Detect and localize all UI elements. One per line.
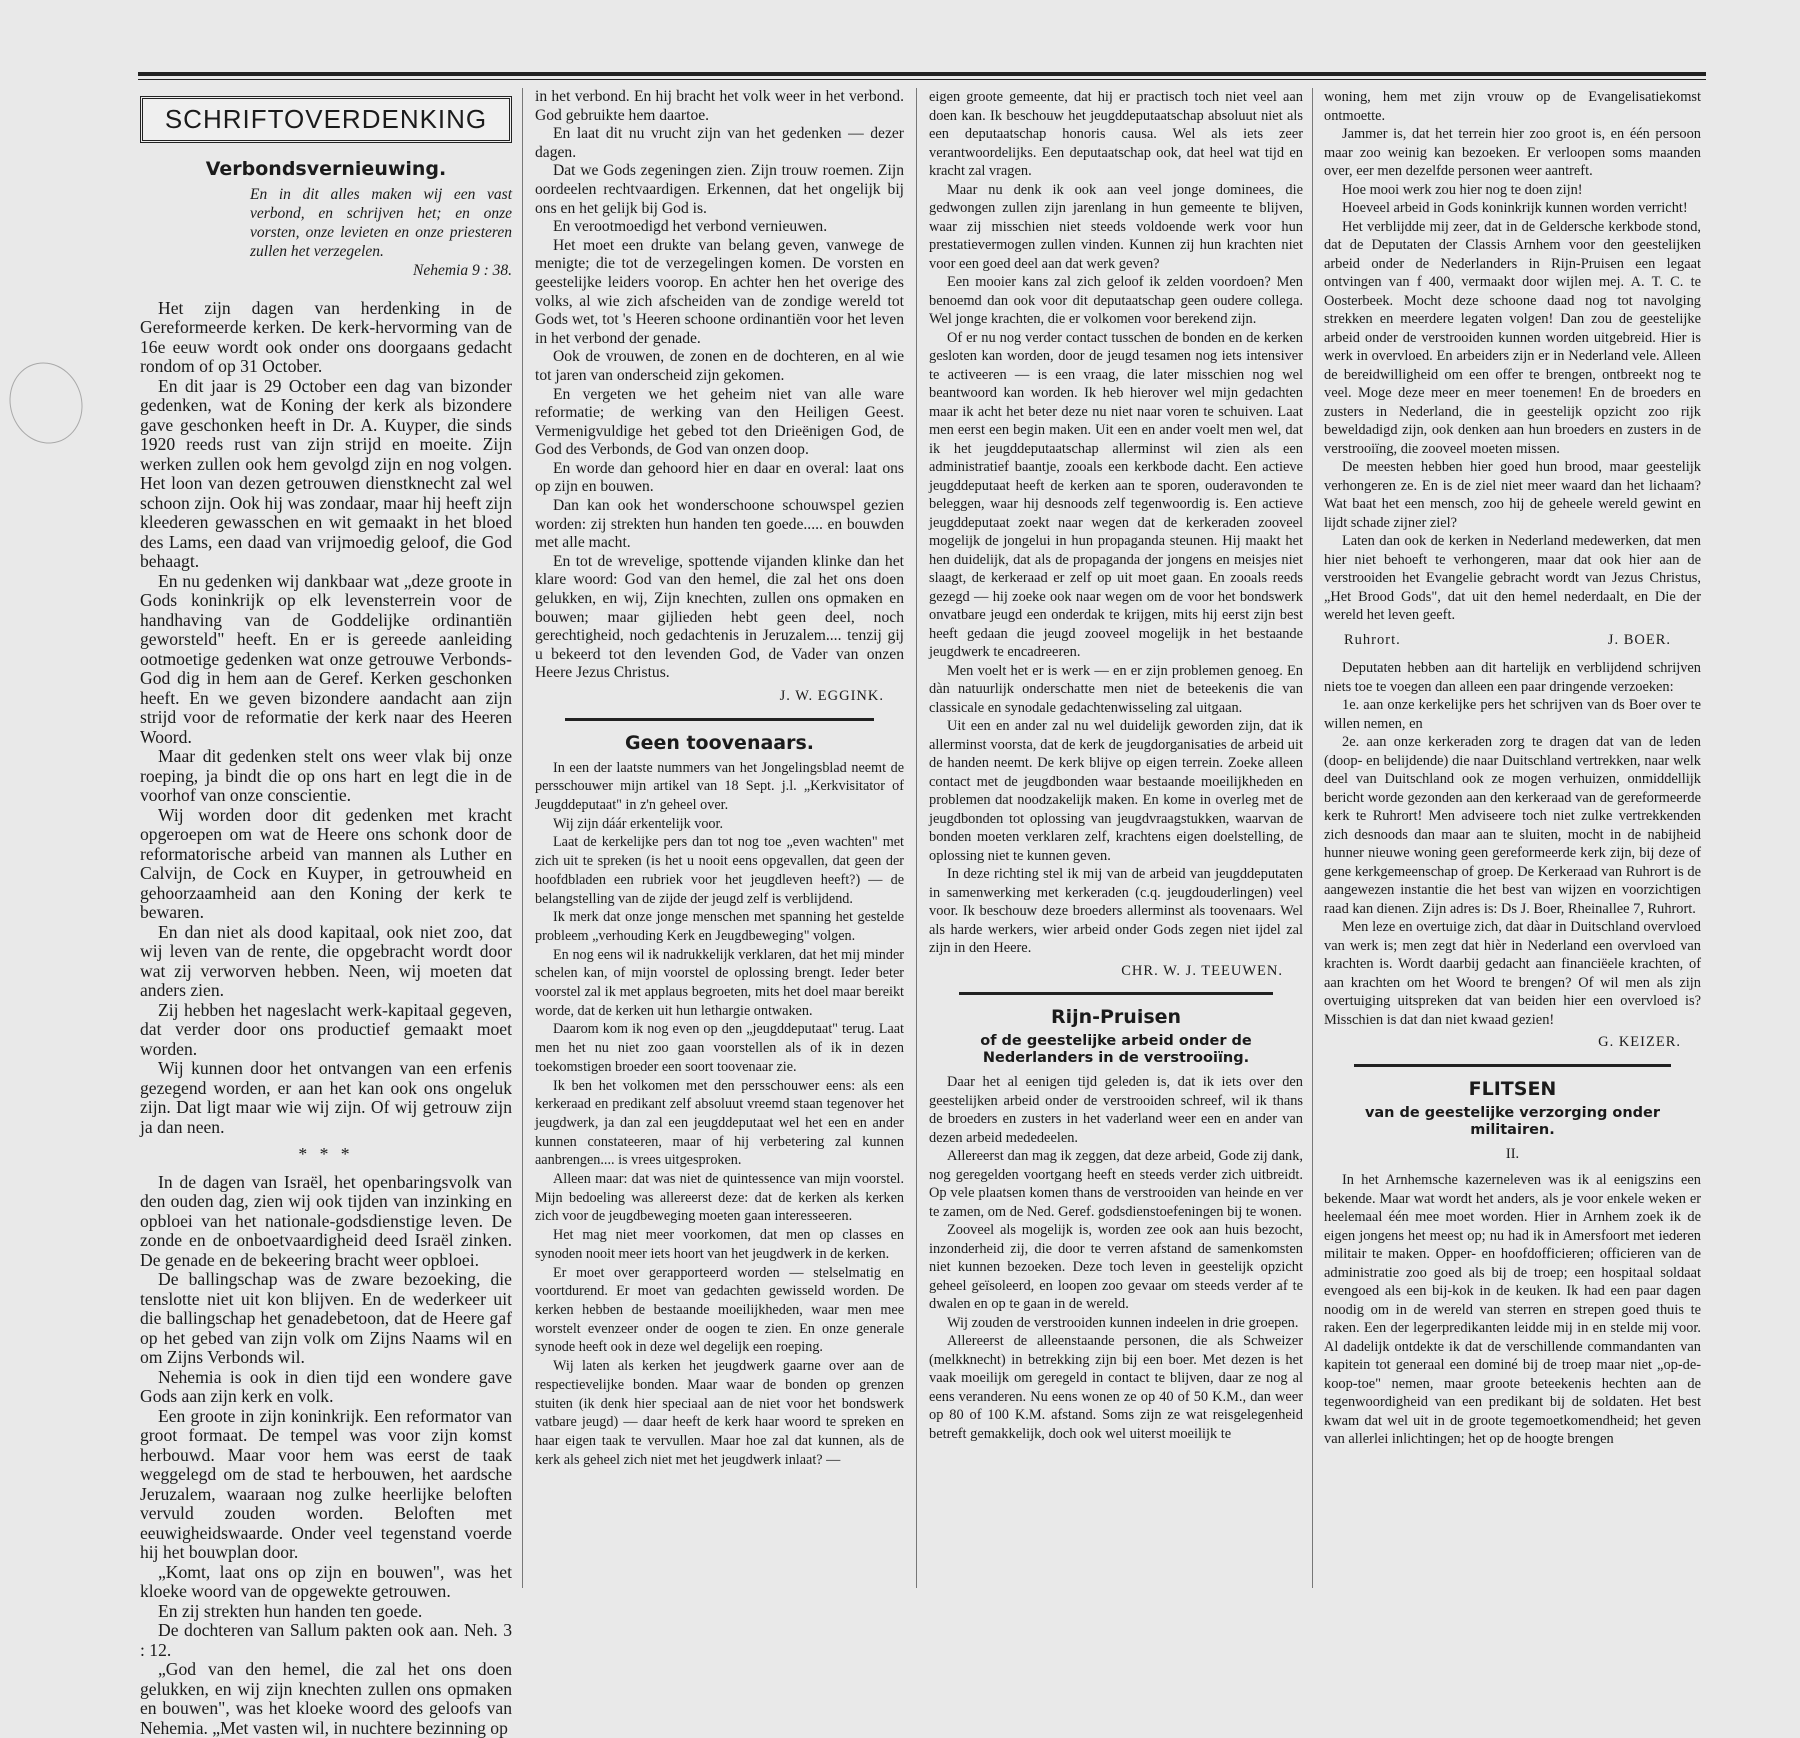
paragraph: In de dagen van Israël, het openbaringsvolk van den ouden dag, zien wij ook tijden van inzinking en opbloei van het nationale-godsdienstige leven. De zonde en de onboetvaardigheid deed Israël zinken. De genade en de bekeering bracht weer opbloei. — [140, 1173, 512, 1271]
article-headline: Geen toovenaars. — [535, 731, 904, 755]
paragraph: Wij laten als kerken het jeugdwerk gaarne over aan de respectievelijke bonden. Maar waar de bonden op grenzen stuiten (ik denk hier speciaal aan de niet voor het bondswerk vatbare jeugd) — daar heeft de kerk haar woord te spreken en haar eigen taak te vervullen. Maar hoe zal dat kunnen, als de kerk als geheel zich niet met het jeugdwerk inlaat? — — [535, 1357, 904, 1469]
paragraph: De dochteren van Sallum pakten ook aan. Neh. 3 : 12. — [140, 1621, 512, 1660]
top-rule-thin — [138, 79, 1706, 80]
paragraph: Een mooier kans zal zich geloof ik zelden voordoen? Men benoemd dan ook voor dit deputaatschap geen oudere collega. Wel jonge krachten, die er volkomen voor berekend zijn. — [929, 273, 1303, 329]
paragraph: En nog eens wil ik nadrukkelijk verklaren, dat het mij minder schelen kan, of mijn voorstel de oplossing brengt. Ieder beter voorstel zal ik met applaus begroeten, mits het doel maar bereikt worde, dat de kerken uit hun lethargie ontwaken. — [535, 946, 904, 1021]
article-body — [140, 299, 512, 1738]
paragraph: Wij zijn dáár erkentelijk voor. — [535, 815, 904, 834]
paragraph: Dat we Gods zegeningen zien. Zijn trouw roemen. Zijn oordeelen rechtvaardigen. Erkennen, dat het ongelijk bij ons en het gelijk bij God is. — [535, 162, 904, 218]
paragraph: Het moet een drukte van belang geven, vanwege de menigte; die tot de verzegelingen komen. De vorsten en geestelijke leiders voorop. En achter hen het overige des volks, al wie zich afscheiden van de zondige wereld tot Gods wet, tot 's Heeren schoone ordinantiën voor het leven in het verbond der genade. — [535, 237, 904, 349]
part-number: II. — [1324, 1145, 1701, 1164]
paragraph: De ballingschap was de zware bezoeking, die tenslotte niet uit kon blijven. En de wederkeer uit die ballingschap het genadebetoon, dat de Heere gaf op het gebed van zijn volk om Zijns Naams wil en om Zijns Verbonds wil. — [140, 1270, 512, 1368]
paragraph: Maar nu denk ik ook aan veel jonge dominees, die gedwongen zullen zijn jarenlang in hun gemeente te blijven, waar zij misschien niet steeds voldoende werk voor hun prestatievermogen zullen vinden. Kunnen zij hun krachten niet voor een goed deel aan dat werk geven? — [929, 181, 1303, 274]
asterism: * * * — [140, 1145, 512, 1165]
paragraph: En dit jaar is 29 October een dag van bizonder gedenken, wat de Koning der kerk als bizondere gave geschonken heeft in Dr. A. Kuyper, die sinds 1920 reeds rust van zijn strijd en moeite. Zijn werken zullen ook hem gevolgd zijn en nog volgen. Het loon van dezen getrouwen dienstknecht zal wel schoon zijn. Ook hij was zondaar, maar hij heeft zijn kleederen gewasschen en wit gemaakt in het bloed des Lams, een daad van vrijmoedig geloof, die God behaagt. — [140, 377, 512, 572]
paragraph: woning, hem met zijn vrouw op de Evangelisatiekomst ontmoette. — [1324, 88, 1701, 125]
article-divider — [565, 718, 874, 721]
paragraph: Daar het al eenigen tijd geleden is, dat ik iets over den geestelijken arbeid onder de verstrooiden schreef, wil ik thans de broeders en zusters in het vaderland weer een en ander van dezen arbeid mededeelen. — [929, 1073, 1303, 1147]
bible-motto: En in dit alles maken wij een vast verbond, en schrijven het; en onze vorsten, onze levieten en onze priesteren zullen het verzegelen. — [250, 185, 512, 261]
paragraph: Zooveel als mogelijk is, worden zee ook aan huis bezocht, inzonderheid zij, die door te verren afstand de samenkomsten niet kunnen bezoeken. Deze toch leven in geestelijk opzicht geheel geïsoleerd, en loopen zoo gevaar om steeds verder af te dwalen en op te gaan in de wereld. — [929, 1221, 1303, 1314]
paragraph: Wij worden door dit gedenken met kracht opgeroepen om wat de Heere ons schonk door de reformatorische arbeid van mannen als Luther en Calvijn, de Cock en Kuyper, in getrouwheid en gehoorzaamheid aan den Koning der kerk te bewaren. — [140, 806, 512, 923]
paragraph: Zij hebben het nageslacht werk-kapitaal gegeven, dat verder door ons productief gemaakt moet worden. — [140, 1001, 512, 1060]
paragraph: En vergeten we het geheim niet van alle ware reformatie; de werking van den Heiligen Geest. Vermenigvuldige het gebed tot den Drieënigen God, de God des Verbonds, de God van onzen doop. — [535, 386, 904, 460]
paragraph: Het verblijdde mij zeer, dat in de Geldersche kerkbode stond, dat de Deputaten der Classis Arnhem voor den geestelijken arbeid onder de Nederlanders in Rijn-Pruisen een legaat ontvingen van f 400, vermaakt door wijlen mej. A. T. C. te Oosterbeek. Mocht deze schoone daad nog tot navolging strekken en meerdere legaten volgen! Dan zou de geestelijke arbeid onder de verstrooiden kunnen worden uitgebreid. Hier is werk in overvloed. En arbeiders zijn er in Nederland vele. Alleen de bereidwilligheid om een offer te brengen, ontbreekt nog te veel. Moge deze meer en meer toenemen! En de broeders en zusters in Nederland, die in geestelijk opzicht zoo rijk beweldadigd zijn, ook denken aan hun broeders en zusters in de verstrooiïng, die zooveel moeten missen. — [1324, 218, 1701, 459]
paragraph: Wij zouden de verstrooiden kunnen indeelen in drie groepen. — [929, 1314, 1303, 1333]
column-rule — [916, 88, 917, 1588]
paragraph: „Komt, laat ons op zijn en bouwen", was het kloeke woord van de opgewekte getrouwen. — [140, 1563, 512, 1602]
paragraph: Ik ben het volkomen met den persschouwer eens: als een kerkeraad en predikant zelf absoluut vreemd staan tegenover het jeugdwerk, ja dan zal een jeugddeputaat wel het een en ander kunnen constateeren, maar of hij verbetering zal kunnen aanbrengen.... is vrees uitgesproken. — [535, 1077, 904, 1171]
paragraph: Allereerst de alleenstaande personen, die als Schweizer (melkknecht) in betrekking zijn bij een boer. Met dezen is het vaak moeilijk om geregeld in contact te blijven, daar ze nog al eens veranderen. Nu eens wonen ze op 40 of 50 K.M., dan weer op 80 of 100 K.M. afstand. Soms zijn ze wat reisgelegenheid betreft gemakkelijk, doch ook wel uiterst moeilijk te — [929, 1332, 1303, 1443]
paragraph: Daarom kom ik nog even op den „jeugddeputaat" terug. Laat men het nu niet zoo gaan voorstellen als of ik in dezen toekomstigen broeder een soort toovenaar zie. — [535, 1020, 904, 1076]
paragraph: In deze richting stel ik mij van de arbeid van jeugddeputaten in samenwerking met kerkeraden (c.q. jeugdouderlingen) veel voor. Ik beschouw deze broeders allerminst als toovenaars. Wel als harde werkers, wier arbeid onder Gods zegen niet ijdel zal zijn in den Heere. — [929, 865, 1303, 958]
article-body — [535, 759, 904, 1470]
pencil-mark — [0, 353, 93, 453]
paragraph: En zij strekten hun handen ten goede. — [140, 1602, 512, 1622]
paragraph: Maar dit gedenken stelt ons weer vlak bij onze roeping, ja bindt die op ons hart en legt die in de voorhof van onze conscientie. — [140, 747, 512, 806]
column-1 — [140, 88, 512, 1588]
top-rule — [138, 72, 1706, 76]
section-title: SCHRIFTOVERDENKING — [140, 96, 512, 143]
paragraph: Het mag niet meer voorkomen, dat men op classes en synoden nooit meer iets hoort van het jeugdwerk in de kerken. — [535, 1226, 904, 1263]
article-body — [1324, 88, 1701, 625]
article-body — [929, 88, 1303, 958]
column-rule — [522, 88, 523, 1588]
article-headline: FLITSEN — [1324, 1077, 1701, 1101]
bible-reference: Nehemia 9 : 38. — [140, 261, 512, 281]
paragraph: Alleen maar: dat was niet de quintessence van mijn voorstel. Mijn bedoeling was allereerst deze: dat de kerken als kerken zich voor de jeugdbeweging moeten gaan interesseeren. — [535, 1170, 904, 1226]
paragraph: Ook de vrouwen, de zonen en de dochteren, en al wie tot jaren van onderscheid zijn gekomen. — [535, 348, 904, 385]
paragraph: In het Arnhemsche kazerneleven was ik al eenigszins een bekende. Maar wat wordt het anders, als je voor enkele weken er heelemaal één mee moet worden. Hier in Arnhem zoek ik de eigen jongens het meest op; nu had ik in Amersfoort met iederen militair te maken. Opper- en hoofdofficieren; officieren van de administratie zoo goed als bij de troep; een hospitaal soldaat evengoed als een bij-kok in de keuken. Ik had een paar dagen noodig om in de wereld van sterren en strepen goed thuis te raken. Een der legerpredikanten leidde mij in en stelde mij voor. Al dadelijk ontdekte ik dat de verschillende commandanten van kapitein tot generaal een dominé bij de troep maar niet „op-de-koop-toe" nemen, maar groote beteekenis hechten aan de tegenwoordigheid van een predikant bij de soldaten. Het best kwam dat wel uit in de groote tegemoetkomendheid; het geven van allerlei inlichtingen; het op de hoogte brengen — [1324, 1171, 1701, 1449]
author-signature: CHR. W. J. TEEUWEN. — [929, 962, 1283, 981]
paragraph: En verootmoedigd het verbond vernieuwen. — [535, 218, 904, 237]
paragraph: En tot de wrevelige, spottende vijanden klinke dan het klare woord: God van den hemel, die zal het ons doen gelukken, en wij, Zijn knechten, zullen ons opmaken en bouwen; maar gijlieden hebt geen deel, noch gerechtigheid, noch gedachtenis in Jeruzalem.... tenzij gij u bekeerd tot den levenden God, de Vader van onzen Heere Jezus Christus. — [535, 553, 904, 683]
paragraph: En laat dit nu vrucht zijn van het gedenken — dezer dagen. — [535, 125, 904, 162]
paragraph: In een der laatste nummers van het Jongelingsblad neemt de persschouwer mijn artikel van 18 Sept. j.l. „Kerkvisitator of Jeugddeputaat" in z'n geheel over. — [535, 759, 904, 815]
article-body — [929, 1073, 1303, 1443]
article-body — [1324, 1171, 1701, 1449]
paragraph: En nu gedenken wij dankbaar wat „deze groote in Gods koninkrijk op elk levensterrein voor de handhaving van de Goddelijke ordinantiën geworsteld" heeft. En er is gereede aanleiding ootmoetige gedenken wat onze getrouwe Verbonds-God dig in hem aan de Geref. Kerken geschonken heeft. En we geven bizondere aandacht aan zijn strijd voor de reformatie der kerk naar des Heeren Woord. — [140, 572, 512, 748]
paragraph: Dan kan ook het wonderschoone schouwspel gezien worden: zij strekten hun handen ten goede..... en bouwden met alle macht. — [535, 497, 904, 553]
paragraph: En dan niet als dood kapitaal, ook niet zoo, dat wij leven van de rente, die opgebracht wordt door wat zij verworven hebben. Neen, wij moeten dat anders zien. — [140, 923, 512, 1001]
paragraph: eigen groote gemeente, dat hij er practisch toch niet veel aan doen kan. Ik beschouw het jeugddeputaatschap absoluut niet als een deputaatschap honoris causa. Wel als iets zeer verantwoordelijks. Een deputaatschap ook, dat heel wat tijd en kracht zal vragen. — [929, 88, 1303, 181]
paragraph: 1e. aan onze kerkelijke pers het schrijven van ds Boer over te willen nemen, en — [1324, 696, 1701, 733]
author-signature: J. W. EGGINK. — [535, 687, 884, 706]
paragraph: Men leze en overtuige zich, dat dàar in Duitschland overvloed van werk is; men zegt dat hièr in Nederland een overvloed van krachten is. Wordt daarbij gedacht aan financiëele krachten, of aan krachten om het Woord te brengen? Of wil men als zijn overtuiging uitspreken dat van beiden hier een overvloed is? Misschien is dat dan niet kwaad gezien! — [1324, 918, 1701, 1029]
paragraph: Er moet over gerapporteerd worden — stelselmatig en voortdurend. Er moet van gedachten gewisseld worden. De kerken hebben de bestaande moeilijkheden, waar men mee worstelt evenzeer onder de oogen te zien. En onze generale synode heeft ook in deze wel degelijk een roeping. — [535, 1264, 904, 1358]
column-2 — [535, 88, 904, 1588]
paragraph: Allereerst dan mag ik zeggen, dat deze arbeid, Gode zij dank, nog geregelden voortgang heeft en steeds verder zich uitbreidt. Op vele plaatsen komen thans de verstrooiden van heinde en ver te zamen, om de Ned. Geref. godsdienstoefeningen bij te wonen. — [929, 1147, 1303, 1221]
article-headline: Verbondsvernieuwing. — [140, 157, 512, 181]
article-subheadline: van de geestelijke verzorging onder militairen. — [1324, 1105, 1701, 1139]
column-3 — [929, 88, 1303, 1588]
paragraph: Een groote in zijn koninkrijk. Een reformator van groot formaat. De tempel was voor zijn komst herbouwd. Maar voor hem was eerst de taak weggelegd om de stad te herbouwen, het aardsche Jeruzalem, waaraan nog zulke heerlijke beloften vervuld zouden worden. Beloften met eeuwigheidswaarde. Onder veel tegenstand voerde hij het bouwplan door. — [140, 1407, 512, 1563]
paragraph: 2e. aan onze kerkeraden zorg te dragen dat van de leden (doop- en belijdende) die naar Duitschland vertrekken, naar welk deel van Duitschland ook ze mogen verhuizen, onmiddellijk bericht worde gezonden aan den kerkeraad van de gereformeerde kerk te Ruhrort! Men adviseere toch niet zulke vertrekkenden zich desnoods dan maar aan te sluiten, mocht in de nabijheid hunner nieuwe woning geen gereformeerde kerk zijn, bij deze of gene kerkgemeenschap of groep. De Kerkeraad van Ruhrort is de aangewezen instantie die het best van wijzen en voorzichtigen raad kan dienen. Zijn adres is: Ds J. Boer, Rheinallee 7, Ruhrort. — [1324, 733, 1701, 918]
article-subheadline: of de geestelijke arbeid onder de Nederlanders in de verstrooiïng. — [929, 1033, 1303, 1067]
paragraph: En worde dan gehoord hier en daar en overal: laat ons op zijn en bouwen. — [535, 460, 904, 497]
signature-place: Ruhrort. — [1344, 631, 1401, 650]
column-rule — [1312, 88, 1313, 1588]
paragraph: in het verbond. En hij bracht het volk weer in het verbond. God gebruikte hem daartoe. — [535, 88, 904, 125]
paragraph: Jammer is, dat het terrein hier zoo groot is, en één persoon maar zoo weinig kan bezoeken. Er verloopen soms maanden over, eer men dezelfde personen weer aantreft. — [1324, 125, 1701, 181]
article-divider — [1354, 1064, 1671, 1067]
paragraph: „God van den hemel, die zal het ons doen gelukken, en wij zijn knechten zullen ons opmaken en bouwen", was het kloeke woord des geloofs van Nehemia. „Met vasten wil, in nuchtere bezinning op — [140, 1660, 512, 1738]
author-signature: G. KEIZER. — [1324, 1033, 1681, 1052]
article-body — [1324, 659, 1701, 1029]
signature-row — [1344, 631, 1671, 650]
paragraph: Deputaten hebben aan dit hartelijk en verblijdend schrijven niets toe te voegen dan alleen een paar dringende verzoeken: — [1324, 659, 1701, 696]
paragraph: Laat de kerkelijke pers dan tot nog toe „even wachten" met zich uit te spreken (is het u nooit eens opgevallen, dat geen der hoofdbladen een rubriek voor het jeugdleven heeft?) — de belangstelling van de zijde der jeugd zelf is verblijdend. — [535, 833, 904, 908]
paragraph: Uit een en ander zal nu wel duidelijk geworden zijn, dat ik allerminst voorsta, dat de kerk de jeugdorganisaties de arbeid uit de handen neemt. De kerk blijve op eigen terrein. Zoeke alleen contact met de jeugdbonden waar bestaande moeilijkheden en problemen dat noodzakelijk maken. En kome in overleg met de jeugdbonden tot oplossing van jeugdvraagstukken, waarvan de bonden moeten verklaren zelf, krachtens eigen doelstelling, de oplossing niet te kunnen geven. — [929, 717, 1303, 865]
paragraph: Of er nu nog verder contact tusschen de bonden en de kerken gesloten kan worden, door de jeugd tesamen nog iets intensiver te activeeren — is een vraag, die later misschien nog wel beantwoord kan worden. Ik heb hierover wel mijn gedachten maar ik acht het beter deze nu niet naar voren te schuiven. Laat men eerst een begin maken. Uit een en ander voelt men wel, dat ik het jeugddeputaatschap allerminst wil zien als een administratief baantje, zooals een kerkbode dacht. Een actieve jeugddeputaat heeft de kerken aan te sporen, ouderavonden te beleggen, waar hij desnoods zelf tegenwoordig is. Een actieve jeugddeputaat zoekt naar wegen dat de kerkeraden zooveel mogelijk de jongelui in hun propaganda steunen. Hij maakt het hen duidelijk, dat als de propaganda der jongens en meisjes niet slaagt, de kerkeraad er zelf op uit moet gaan. En zooals reeds gezegd — hij zoeke ook naar wegen om de voor het bondswerk onvatbare jeugd een onderdak te krijgen, mits hij eerst zijn best heeft gedaan die jeugd zooveel mogelijk in het bestaande jeugdwerk te encadreeren. — [929, 329, 1303, 662]
paragraph: Laten dan ook de kerken in Nederland medewerken, dat men hier niet behoeft te verhongeren, maar dat ook hier aan de verstrooiden het Evangelie gebracht wordt van Jezus Christus, „Het Brood Gods", dat uit den hemel nederdaalt, en Die der wereld het leven geeft. — [1324, 532, 1701, 625]
article-body — [535, 88, 904, 683]
article-divider — [959, 992, 1273, 995]
paragraph: Nehemia is ook in dien tijd een wondere gave Gods aan zijn kerk en volk. — [140, 1368, 512, 1407]
paragraph: Men voelt het er is werk — en er zijn problemen genoeg. En dàn natuurlijk onderschatte men niet de beteekenis die van classicale en synodale gedachtenwisseling zal uitgaan. — [929, 662, 1303, 718]
column-4 — [1324, 88, 1701, 1588]
paragraph: Hoeveel arbeid in Gods koninkrijk kunnen worden verricht! — [1324, 199, 1701, 218]
paragraph: De meesten hebben hier goed hun brood, maar geestelijk verhongeren ze. En is de ziel niet meer waard dan het lichaam? Wat baat het een mensch, zoo hij de geheele wereld gewint en lijdt schade zijner ziel? — [1324, 458, 1701, 532]
author-signature: J. BOER. — [1608, 631, 1671, 650]
article-headline: Rijn-Pruisen — [929, 1005, 1303, 1029]
paragraph: Hoe mooi werk zou hier nog te doen zijn! — [1324, 181, 1701, 200]
paragraph: Wij kunnen door het ontvangen van een erfenis gezegend worden, er aan het kan ook ons ongeluk zijn. Dat ligt maar wie wij zijn. Of wij getrouw zijn ja dan neen. — [140, 1059, 512, 1137]
paragraph: Het zijn dagen van herdenking in de Gereformeerde kerken. De kerk-hervorming van de 16e eeuw wordt ook onder ons doorgaans gedacht rondom of op 31 October. — [140, 299, 512, 377]
paragraph: Ik merk dat onze jonge menschen met spanning het gestelde probleem „verhouding Kerk en Jeugdbeweging" volgen. — [535, 908, 904, 945]
